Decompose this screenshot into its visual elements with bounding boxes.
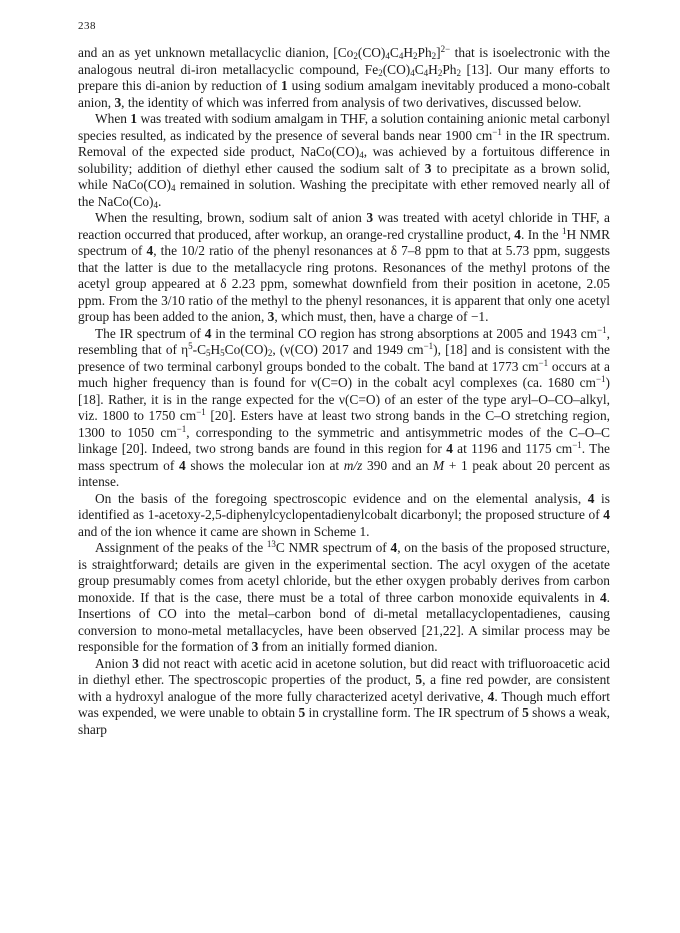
- paragraph: Anion 3 did not react with acetic acid in acetone solution, but did react with trifluoroacetic acid in diethyl ether. The spectroscopic properties of the product, 5, a fine red powder, are consistent with a hydroxyl analogue of the more fully characterized acetyl derivative, 4. Though much effort was expended, we were unable to obtain 5 in crystalline form. The IR spectrum of 5 shows a weak, sharp: [78, 655, 610, 737]
- paragraph: When the resulting, brown, sodium salt of anion 3 was treated with acetyl chloride in THF, a reaction occurred that produced, after workup, an orange-red crystalline product, 4. In the $^1$H NMR spectrum of 4, the 10/2 ratio of the phenyl resonances at δ 7–8 ppm to that at 5.73 ppm, suggests that the latter is due to the metallacycle ring protons. Resonances of the methyl protons of the acetyl group appeared at δ 2.23 ppm, somewhat downfield from their position in acetone, 2.05 ppm. From the 3/10 ratio of the methyl to the phenyl resonances, it is apparent that only one acetyl group has been added to the anion, 3, which must, then, have a charge of −1.: [78, 210, 611, 324]
- paragraph: The IR spectrum of 4 in the terminal CO region has strong absorptions at 2005 and 1943 $cm^{-1}$, resembling that of $\eta^5-C_5H_5Co(CO)_2$, (ν(CO) 2017 and 1949 $cm^{-1}$), [18] and is consistent with the presence of two terminal carbonyl groups bonded to the cobalt. The band at 1773 $cm^{-1}$ occurs at a much higher frequency than is found for ν(C=O) in the cobalt acyl complexes (ca. 1680 $cm^{-1}$) [18]. Rather, it is in the range expected for the ν(C=O) of an ester of the type aryl–O–CO–alkyl, viz. 1800 to 1750 $cm^{-1}$ [20]. Esters have at least two strong bands in the C–O stretching region, 1300 to 1050 $cm^{-1}$, corresponding to the symmetric and antisymmetric modes of the C–O–C linkage [20]. Indeed, two strong bands are found in this region for 4 at 1196 and 1175 $cm^{-1}$. The mass spectrum of 4 shows the molecular ion at m/z 390 and an M + 1 peak about 20 percent as intense.: [78, 324, 611, 489]
- body-text: [78, 45, 610, 738]
- paragraph: When 1 was treated with sodium amalgam in THF, a solution containing anionic metal carbonyl species resulted, as indicated by the presence of several bands near 1900 $cm^{-1}$ in the IR spectrum. Removal of the expected side product, $NaCo(CO)_4$, was achieved by a fortuitous difference in solubility; addition of diethyl ether caused the sodium salt of 3 to precipitate as a brown solid, while $NaCo(CO)_4$ remained in solution. Washing the precipitate with ether removed nearly all of the $NaCo(Co)_4$.: [78, 111, 611, 210]
- page-number: 238: [78, 20, 96, 32]
- paragraph: and an as yet unknown metallacyclic dianion, $[Co_2(CO)_4C_4H_2Ph_2]^{2-}$ that is isoelectronic with the analogous neutral di-iron metallacyclic compound, $Fe_2(CO)_4C_4H_2Ph_2$ [13]. Our many efforts to prepare this di-anion by reduction of 1 using sodium amalgam inevitably produced a mono-cobalt anion, 3, the identity of which was inferred from analysis of two derivatives, discussed below.: [78, 44, 611, 110]
- paragraph: On the basis of the foregoing spectroscopic evidence and on the elemental analysis, 4 is identified as 1-acetoxy-2,5-diphenylcyclopentadienylcobalt dicarbonyl; the proposed structure of 4 and of the ion whence it came are shown in Scheme 1.: [78, 490, 610, 539]
- paragraph: Assignment of the peaks of the $^{13}$C NMR spectrum of 4, on the basis of the proposed structure, is straightforward; details are given in the experimental section. The acyl oxygen of the acetate group presumably comes from acetyl chloride, but the ether oxygen probably derives from carbon monoxide. If that is the case, there must be a total of three carbon monoxide equivalents in 4. Insertions of CO into the metal–carbon bond of di-metal metallacyclopentadienes, causing conversion to mono-metal metallacycles, have been observed [21,22]. A similar process may be responsible for the formation of 3 from an initially formed dianion.: [78, 539, 610, 654]
